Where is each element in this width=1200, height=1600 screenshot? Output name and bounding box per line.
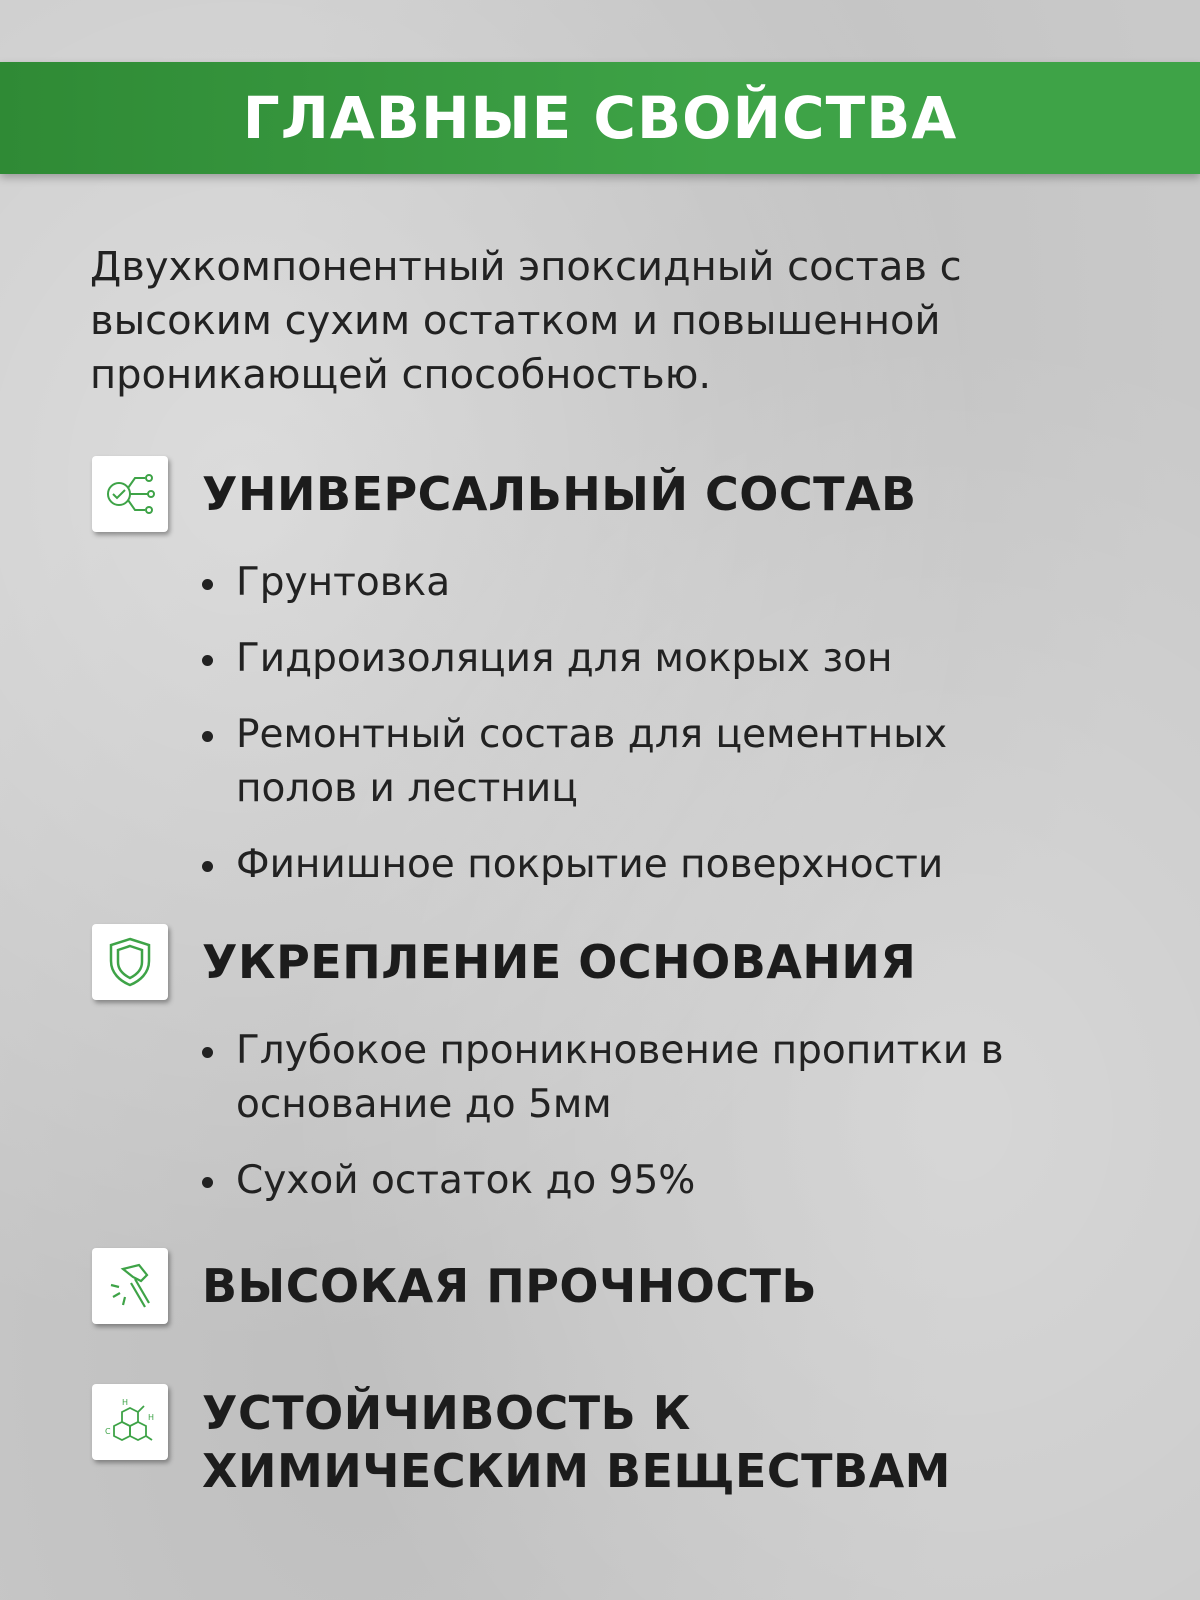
section-strength [92,1248,1132,1324]
section-header [92,1248,1132,1324]
list-item: Глубокое проникновение пропитки в основание до 5мм [202,1024,1056,1132]
molecule-icon [92,1384,168,1460]
bullet-list [92,1024,1132,1208]
list-item: Гидроизоляция для мокрых зон [202,632,1132,686]
list-item: Сухой остаток до 95% [202,1154,1132,1208]
svg-text:H: H [122,1398,129,1407]
svg-text:C: C [105,1427,111,1436]
section-reinforcement [92,924,1132,1230]
section-title: УСТОЙЧИВОСТЬ К ХИМИЧЕСКИМ ВЕЩЕСТВАМ [202,1386,951,1498]
list-item: Ремонтный состав для цементных полов и лестниц [202,708,1036,816]
section-title: УНИВЕРСАЛЬНЫЙ СОСТАВ [202,467,917,521]
section-chemical-resistance [92,1384,1132,1500]
hammer-icon [92,1248,168,1324]
list-item: Грунтовка [202,556,1132,610]
section-title: УКРЕПЛЕНИЕ ОСНОВАНИЯ [202,935,917,989]
list-item: Финишное покрытие поверхности [202,838,1132,892]
network-check-icon [92,456,168,532]
header-banner [0,62,1200,174]
section-universal [92,456,1132,914]
shield-icon [92,924,168,1000]
section-header [92,924,1132,1000]
section-title: ВЫСОКАЯ ПРОЧНОСТЬ [202,1259,818,1313]
svg-text:H: H [148,1413,155,1422]
bullet-list [92,556,1132,892]
intro-text: Двухкомпонентный эпоксидный состав с высоким сухим остатком и повышенной проникающей способностью. [90,244,962,398]
page-title: ГЛАВНЫЕ СВОЙСТВА [242,84,958,152]
section-header [92,1384,1132,1500]
section-header [92,456,1132,532]
